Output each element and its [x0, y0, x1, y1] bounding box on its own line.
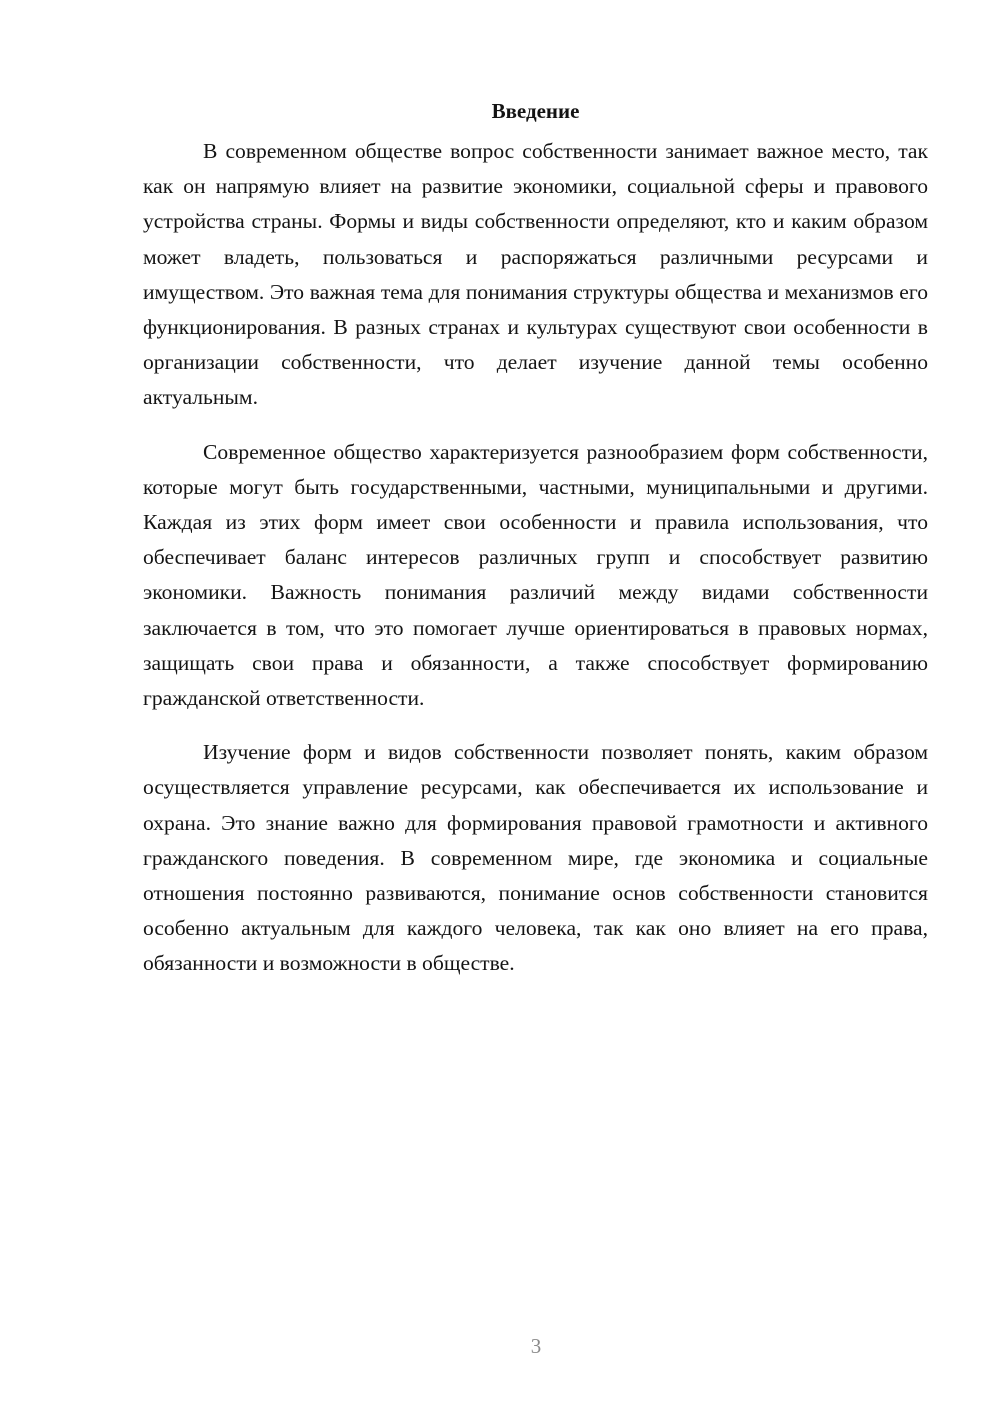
- section-heading: Введение: [491, 99, 580, 123]
- paragraph-2: Современное общество характеризуется разнообразием форм собственности, которые могут быть государственными, частными, муниципальными и другими. Каждая из этих форм имеет свои особенности и правила использования, что обеспечивает баланс интересов различных групп и способствует развитию экономики. Важность понимания различий между видами собственности заключается в том, что это помогает лучше ориентироваться в правовых нормах, защищать свои права и обязанности, а также способствует формированию гражданской ответственности.: [143, 439, 928, 711]
- page-number: 3: [530, 1334, 542, 1358]
- paragraph-3: Изучение форм и видов собственности позволяет понять, каким образом осуществляется управление ресурсами, как обеспечивается их использование и охрана. Это знание важно для формирования правовой грамотности и активного гражданского поведения. В современном мире, где экономика и социальные отношения постоянно развиваются, понимание основ собственности становится особенно актуальным для каждого человека, так как оно влияет на его права, обязанности и возможности в обществе.: [143, 740, 928, 976]
- page-content: [143, 96, 928, 982]
- paragraph-1: В современном обществе вопрос собственности занимает важное место, так как он напрямую влияет на развитие экономики, социальной сферы и правового устройства страны. Формы и виды собственности определяют, кто и каким образом может владеть, пользоваться и распоряжаться различными ресурсами и имуществом. Это важная тема для понимания структуры общества и механизмов его функционирования. В разных странах и культурах существуют свои особенности в организации собственности, что делает изучение данной темы особенно актуальным.: [143, 139, 928, 410]
